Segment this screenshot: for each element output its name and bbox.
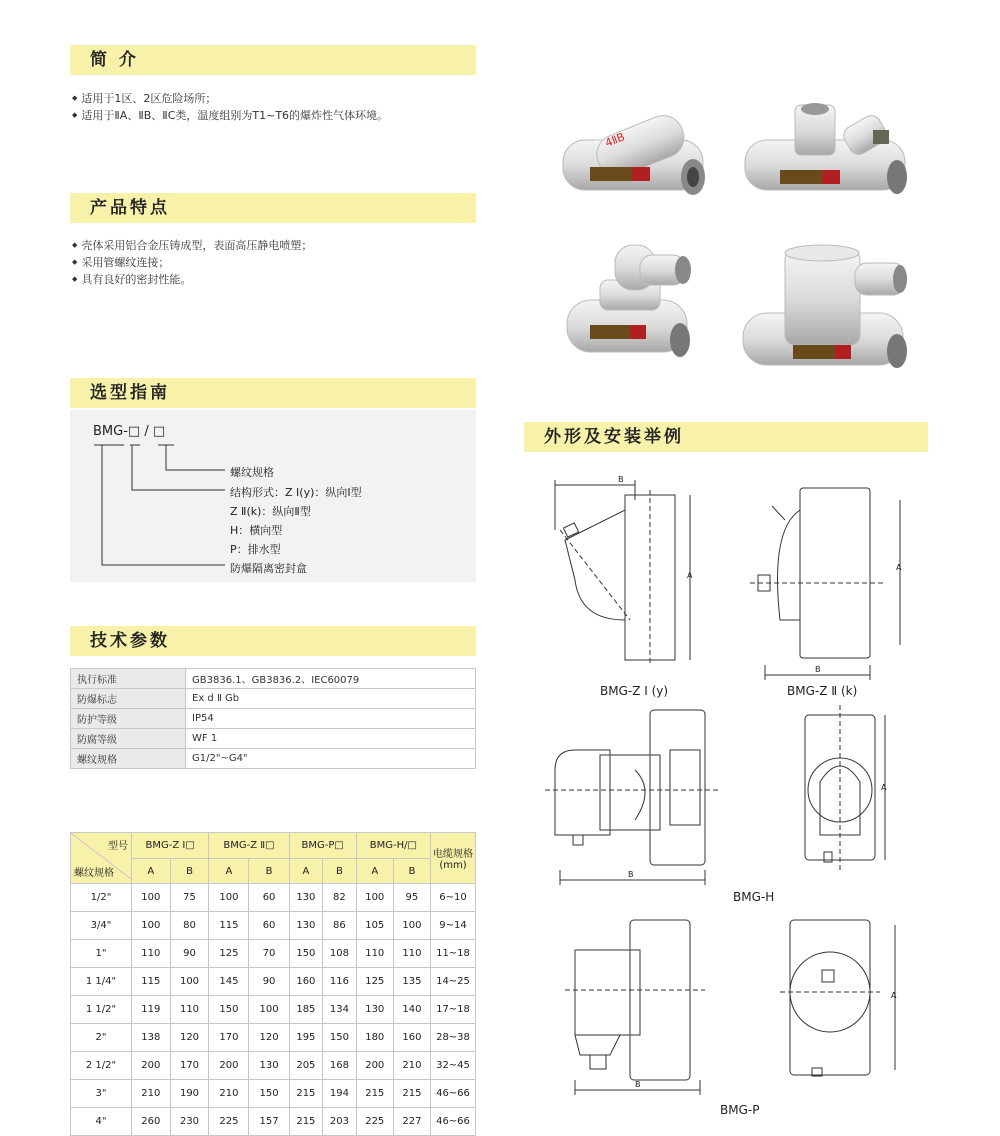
thread-size-cell: 1 1/4" — [71, 968, 132, 996]
table-cell: 60 — [249, 912, 289, 940]
table-cell: 200 — [356, 1052, 393, 1080]
table-cell: 134 — [323, 996, 357, 1024]
photo-bmg-zy — [563, 110, 705, 195]
table-cell: 260 — [132, 1108, 171, 1136]
table-cell: 100 — [170, 968, 209, 996]
table-cell: 105 — [356, 912, 393, 940]
table-cell: 120 — [249, 1024, 289, 1052]
section-header-features: 产品特点 — [70, 193, 476, 223]
intro-bullets — [72, 90, 388, 124]
table-cell: 90 — [170, 940, 209, 968]
dim-label: A — [687, 571, 693, 580]
table-cell: 70 — [249, 940, 289, 968]
table-cell: 194 — [323, 1080, 357, 1108]
table-row — [71, 912, 476, 940]
sub-header: A — [132, 859, 171, 884]
table-cell: 119 — [132, 996, 171, 1024]
thread-size-cell: 1" — [71, 940, 132, 968]
table-row — [71, 1024, 476, 1052]
selection-line: P：排水型 — [230, 543, 281, 556]
selection-line: H：横向型 — [230, 524, 283, 537]
table-row — [71, 968, 476, 996]
drawing-bmg-p-front — [565, 920, 705, 1095]
table-row: 螺纹规格 G1/2"~G4" — [71, 749, 476, 769]
caption-bmg-zy: BMG-Z Ⅰ (y) — [600, 684, 669, 698]
table-cell: 130 — [289, 884, 323, 912]
sub-header: B — [323, 859, 357, 884]
thread-size-cell: 3/4" — [71, 912, 132, 940]
table-cell: 100 — [356, 884, 393, 912]
corner-top-label: 型号 — [108, 841, 128, 852]
dim-label: A — [896, 563, 902, 572]
list-item: ◆ 适用于ⅡA、ⅡB、ⅡC类，温度组别为T1~T6的爆炸性气体环境。 — [72, 107, 388, 124]
dimension-table — [70, 832, 476, 1136]
sub-header: B — [393, 859, 430, 884]
drawing-bmg-zy — [555, 480, 690, 665]
photo-bmg-zk — [745, 103, 907, 194]
product-photos — [545, 95, 925, 385]
model-header: BMG-Z Ⅱ□ — [209, 833, 289, 859]
table-cell: 125 — [356, 968, 393, 996]
technical-drawings — [540, 470, 930, 1130]
table-row: 防腐等级 WF 1 — [71, 729, 476, 749]
dim-label: B — [815, 665, 821, 674]
spec-table — [70, 668, 476, 769]
table-cell: 168 — [323, 1052, 357, 1080]
section-header-intro: 简 介 — [70, 45, 476, 75]
table-cell: 60 — [249, 884, 289, 912]
caption-bmg-zk: BMG-Z Ⅱ (k) — [787, 684, 858, 698]
table-cell: 225 — [356, 1108, 393, 1136]
selection-line: 螺纹规格 — [230, 466, 274, 479]
table-cell: 14~25 — [431, 968, 476, 996]
drawing-bmg-p-side — [780, 920, 895, 1076]
drawing-bmg-h-side — [805, 705, 885, 870]
selection-line: 结构形式：Z Ⅰ(y)：纵向Ⅰ型 — [230, 486, 362, 499]
dim-label: A — [881, 783, 887, 792]
sub-header: B — [170, 859, 209, 884]
selection-line: Z Ⅱ(k)：纵向Ⅱ型 — [230, 505, 311, 518]
table-cell: 140 — [393, 996, 430, 1024]
dimension-table-body — [71, 884, 476, 1136]
table-cell: 130 — [289, 912, 323, 940]
table-cell: 215 — [393, 1080, 430, 1108]
table-cell: 110 — [132, 940, 171, 968]
table-row — [71, 884, 476, 912]
selection-line: 防爆隔离密封盒 — [230, 562, 307, 575]
model-header: BMG-P□ — [289, 833, 356, 859]
table-cell: 185 — [289, 996, 323, 1024]
model-header: BMG-H/□ — [356, 833, 430, 859]
table-cell: 215 — [356, 1080, 393, 1108]
table-cell: 86 — [323, 912, 357, 940]
table-cell: 210 — [393, 1052, 430, 1080]
photo-label: 4ⅡB — [603, 130, 627, 150]
drawing-bmg-h-front — [545, 710, 720, 885]
thread-size-cell: 4" — [71, 1108, 132, 1136]
table-cell: 110 — [170, 996, 209, 1024]
table-cell: 160 — [289, 968, 323, 996]
table-cell: 120 — [170, 1024, 209, 1052]
table-cell: 195 — [289, 1024, 323, 1052]
table-cell: 108 — [323, 940, 357, 968]
table-cell: 115 — [132, 968, 171, 996]
dim-label: B — [628, 870, 634, 879]
table-row — [71, 1108, 476, 1136]
thread-size-cell: 2" — [71, 1024, 132, 1052]
photo-bmg-h — [567, 245, 691, 357]
table-cell: 150 — [249, 1080, 289, 1108]
model-header: BMG-Z Ⅰ□ — [132, 833, 209, 859]
table-cell: 6~10 — [431, 884, 476, 912]
table-cell: 130 — [356, 996, 393, 1024]
table-cell: 180 — [356, 1024, 393, 1052]
dim-label: A — [891, 991, 897, 1000]
corner-cell — [71, 833, 132, 884]
table-cell: 190 — [170, 1080, 209, 1108]
table-cell: 9~14 — [431, 912, 476, 940]
sub-header: A — [356, 859, 393, 884]
section-header-install: 外形及安装举例 — [524, 422, 928, 452]
photo-bmg-p — [743, 245, 907, 368]
table-cell: 157 — [249, 1108, 289, 1136]
table-cell: 28~38 — [431, 1024, 476, 1052]
table-cell: 110 — [393, 940, 430, 968]
list-item: ◆ 适用于1区、2区危险场所； — [72, 90, 388, 107]
table-row: 防护等级 IP54 — [71, 709, 476, 729]
table-cell: 32~45 — [431, 1052, 476, 1080]
table-cell: 227 — [393, 1108, 430, 1136]
table-cell: 100 — [132, 884, 171, 912]
table-row — [71, 1052, 476, 1080]
table-cell: 116 — [323, 968, 357, 996]
thread-size-cell: 2 1/2" — [71, 1052, 132, 1080]
table-cell: 170 — [170, 1052, 209, 1080]
table-cell: 110 — [356, 940, 393, 968]
table-cell: 215 — [289, 1080, 323, 1108]
table-cell: 200 — [209, 1052, 249, 1080]
table-cell: 46~66 — [431, 1080, 476, 1108]
table-cell: 210 — [209, 1080, 249, 1108]
table-row — [71, 1080, 476, 1108]
table-cell: 115 — [209, 912, 249, 940]
table-cell: 130 — [249, 1052, 289, 1080]
table-cell: 150 — [209, 996, 249, 1024]
table-cell: 95 — [393, 884, 430, 912]
dim-label: B — [618, 475, 624, 484]
table-cell: 205 — [289, 1052, 323, 1080]
table-cell: 203 — [323, 1108, 357, 1136]
table-cell: 200 — [132, 1052, 171, 1080]
caption-bmg-h: BMG-H — [733, 890, 775, 904]
sub-header: A — [209, 859, 249, 884]
table-cell: 90 — [249, 968, 289, 996]
section-header-tech: 技术参数 — [70, 626, 476, 656]
table-cell: 75 — [170, 884, 209, 912]
list-item: ◆ 壳体采用铝合金压铸成型，表面高压静电喷塑； — [72, 237, 312, 254]
section-header-selection: 选型指南 — [70, 378, 476, 408]
cable-header: 电缆规格 (mm) — [431, 833, 476, 884]
table-cell: 82 — [323, 884, 357, 912]
thread-size-cell: 1/2" — [71, 884, 132, 912]
corner-bottom-label: 螺纹规格 — [74, 868, 114, 879]
table-cell: 100 — [132, 912, 171, 940]
table-row — [71, 940, 476, 968]
table-cell: 210 — [132, 1080, 171, 1108]
table-cell: 215 — [289, 1108, 323, 1136]
table-cell: 125 — [209, 940, 249, 968]
drawing-bmg-zk — [750, 488, 900, 680]
list-item: ◆ 采用管螺纹连接； — [72, 254, 312, 271]
table-row: 防爆标志 Ex d Ⅱ Gb — [71, 689, 476, 709]
table-cell: 150 — [323, 1024, 357, 1052]
table-cell: 230 — [170, 1108, 209, 1136]
table-cell: 135 — [393, 968, 430, 996]
sub-header: B — [249, 859, 289, 884]
table-row — [71, 996, 476, 1024]
table-row: 执行标准 GB3836.1、GB3836.2、IEC60079 — [71, 669, 476, 689]
selection-model-code: BMG-□ / □ — [93, 424, 166, 439]
table-cell: 170 — [209, 1024, 249, 1052]
table-cell: 100 — [209, 884, 249, 912]
table-cell: 160 — [393, 1024, 430, 1052]
table-cell: 225 — [209, 1108, 249, 1136]
feature-bullets — [72, 237, 312, 288]
table-cell: 138 — [132, 1024, 171, 1052]
dim-label: B — [635, 1080, 641, 1089]
thread-size-cell: 1 1/2" — [71, 996, 132, 1024]
caption-bmg-p: BMG-P — [720, 1103, 760, 1117]
table-cell: 100 — [393, 912, 430, 940]
thread-size-cell: 3" — [71, 1080, 132, 1108]
table-cell: 17~18 — [431, 996, 476, 1024]
table-cell: 145 — [209, 968, 249, 996]
table-cell: 46~66 — [431, 1108, 476, 1136]
table-cell: 80 — [170, 912, 209, 940]
table-cell: 100 — [249, 996, 289, 1024]
sub-header: A — [289, 859, 323, 884]
list-item: ◆ 具有良好的密封性能。 — [72, 271, 312, 288]
table-cell: 11~18 — [431, 940, 476, 968]
table-cell: 150 — [289, 940, 323, 968]
